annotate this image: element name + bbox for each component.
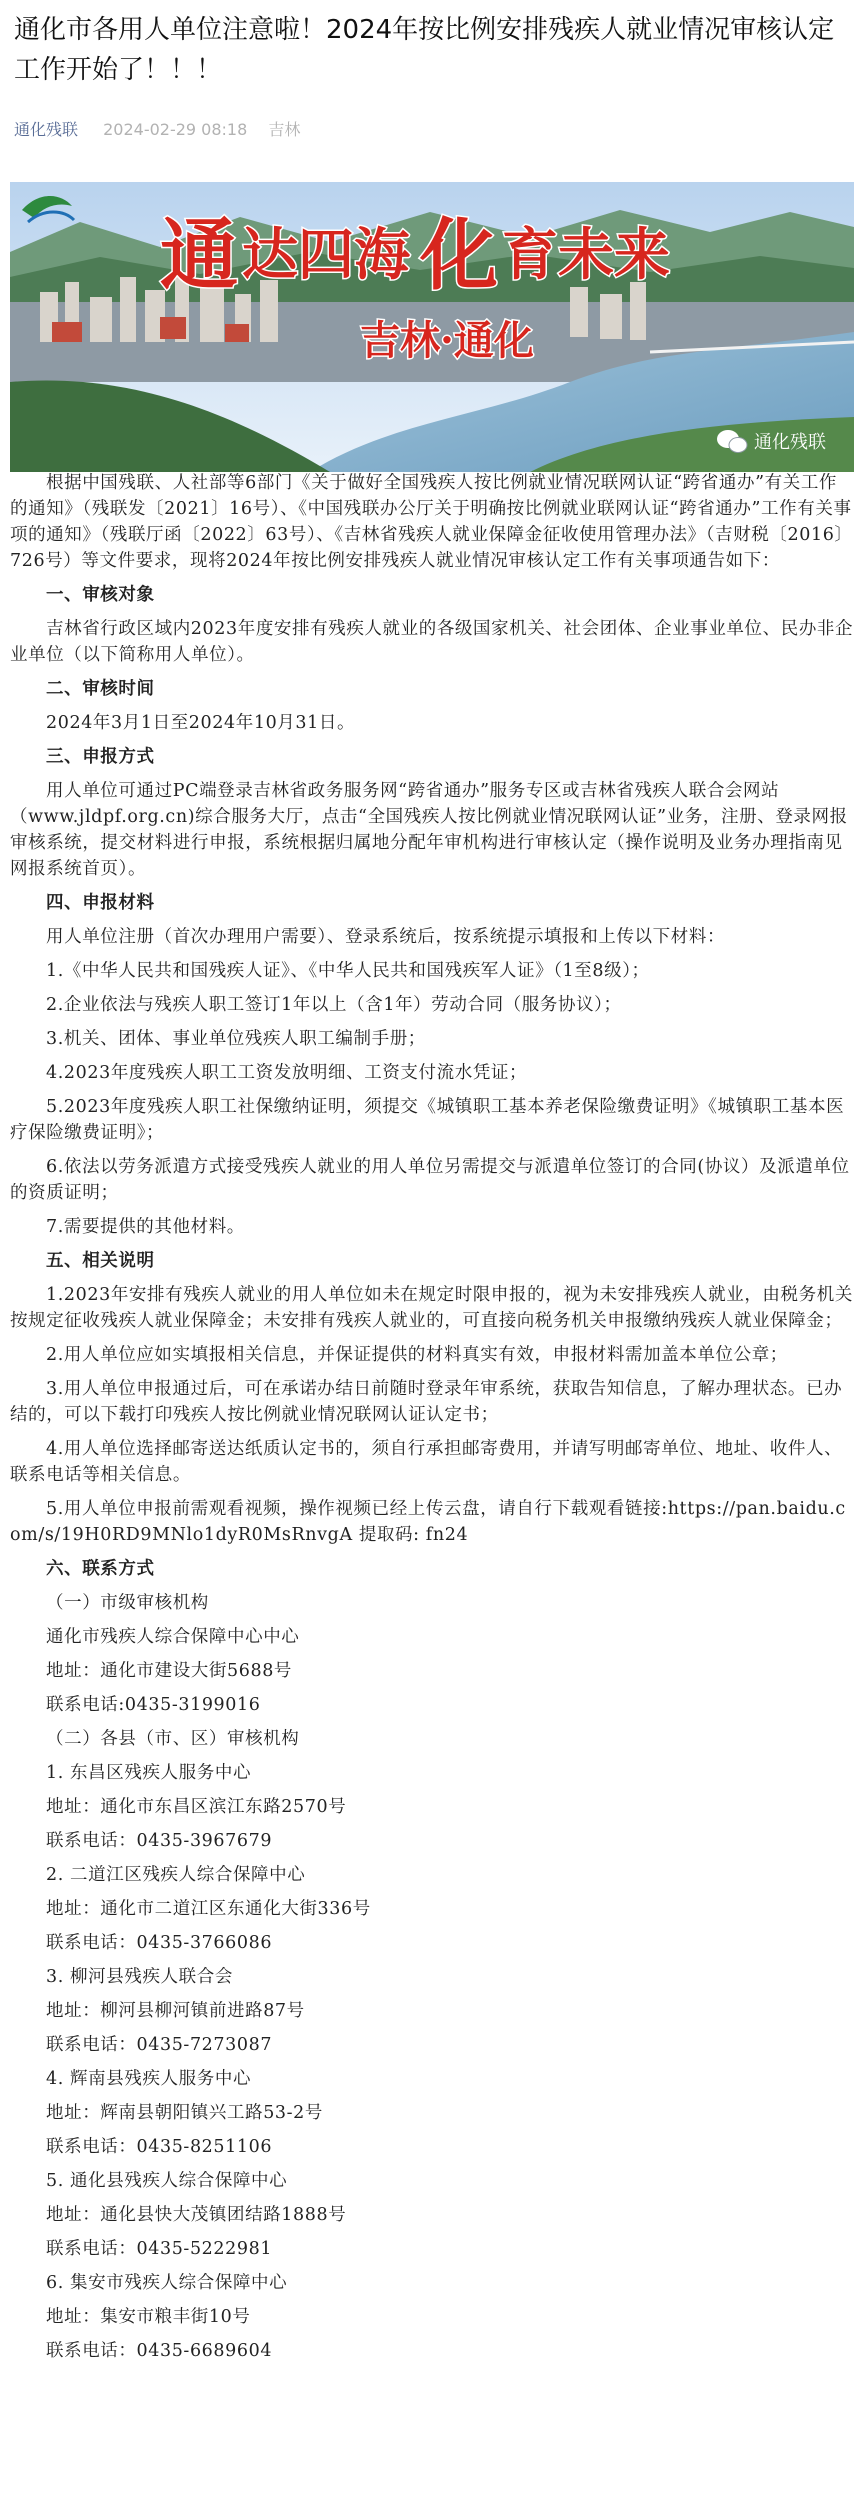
list-item: 4.2023年度残疾人职工工资发放明细、工资支付流水凭证； <box>46 1063 528 1083</box>
agency-name: 4. 辉南县残疾人服务中心 <box>46 2069 252 2089</box>
section-1-text: 吉林省行政区域内2023年度安排有残疾人就业的各级国家机关、社会团体、企业事业单位、民办非企业单位（以下简称用人单位）。 <box>10 619 854 665</box>
agency-phone: 联系电话：0435-5222981 <box>46 2239 273 2259</box>
publish-time: 2024-02-29 08:18 <box>103 120 248 139</box>
list-item: 1.《中华人民共和国残疾人证》、《中华人民共和国残疾军人证》（1至8级）； <box>46 961 650 981</box>
agency-name: 6. 集安市残疾人综合保障中心 <box>46 2273 288 2293</box>
list-item: 5.用人单位申报前需观看视频，操作视频已经上传云盘，请自行下载观看链接:https://pan.baidu.com/s/19H0RD9MNlo1dyR0MsRnvgA 提取码: fn24 <box>10 1499 846 1545</box>
agency-name: 1. 东昌区残疾人服务中心 <box>46 1763 252 1783</box>
agency-name: 通化市残疾人综合保障中心中心 <box>46 1627 300 1647</box>
agency-phone: 联系电话：0435-8251106 <box>46 2137 273 2157</box>
agency-address: 地址：集安市粮丰街10号 <box>46 2307 251 2327</box>
section-heading-6: 六、联系方式 <box>46 1559 155 1579</box>
agency-address: 地址：辉南县朝阳镇兴工路53-2号 <box>46 2103 324 2123</box>
banner-subtitle: 吉林·通化 <box>360 317 534 364</box>
agency-name: 2. 二道江区残疾人综合保障中心 <box>46 1865 306 1885</box>
intro-paragraph: 根据中国残联、人社部等6部门《关于做好全国残疾人按比例就业情况联网认证“跨省通办”有关工作的通知》（残联发〔2021〕16号）、《中国残联办公厅关于明确按比例就业联网认证“跨省通办”工作有关事项的通知》（残联厅函〔2022〕63号）、《吉林省残疾人就业保障金征收使用管理办法》（吉财税〔2016〕726号）等文件要求，现将2024年按比例安排残疾人就业情况审核认定工作有关事项通告如下： <box>10 473 853 571</box>
agency-name: 5. 通化县残疾人综合保障中心 <box>46 2171 288 2191</box>
list-item: 3.用人单位申报通过后，可在承诺办结日前随时登录年审系统，获取告知信息，了解办理状态。已办结的，可以下载打印残疾人按比例就业情况联网认证认定书； <box>10 1379 843 1425</box>
account-name-link[interactable]: 通化残联 <box>14 120 79 139</box>
slogan-char-1: 通 <box>160 210 239 301</box>
article-body <box>0 470 864 2364</box>
agency-address: 地址：通化市东昌区滨江东路2570号 <box>46 1797 347 1817</box>
banner-image <box>10 182 854 472</box>
agency-phone: 联系电话：0435-3967679 <box>46 1831 273 1851</box>
section-4-intro: 用人单位注册（首次办理用户需要）、登录系统后，按系统提示填报和上传以下材料： <box>46 927 726 947</box>
section-heading-1: 一、审核对象 <box>46 585 155 605</box>
agency-address: 地址：柳河县柳河镇前进路87号 <box>46 2001 305 2021</box>
list-item: 2.用人单位应如实填报相关信息，并保证提供的材料真实有效，申报材料需加盖本单位公章； <box>46 1345 788 1365</box>
agency-phone: 联系电话:0435-3199016 <box>46 1695 261 1715</box>
list-item: 1.2023年安排有残疾人就业的用人单位如未在规定时限申报的，视为未安排残疾人就业，由税务机关按规定征收残疾人就业保障金；未安排有残疾人就业的，可直接向税务机关申报缴纳残疾人就业保障金； <box>10 1285 853 1331</box>
slogan-part-2: 育未来 <box>502 222 670 288</box>
section-3-text: 用人单位可通过PC端登录吉林省政务服务网“跨省通办”服务专区或吉林省残疾人联合会网站（www.jldpf.org.cn)综合服务大厅，点击“全国残疾人按比例就业情况联网认证”业务，注册、登录网报审核系统，提交材料进行申报，系统根据归属地分配年审机构进行审核认定（操作说明及业务办理指南见网报系统首页）。 <box>10 781 848 879</box>
section-heading-3: 三、申报方式 <box>46 747 155 767</box>
agency-address: 地址：通化县快大茂镇团结路1888号 <box>46 2205 347 2225</box>
agency-address: 地址：通化市二道江区东通化大街336号 <box>46 1899 371 1919</box>
section-heading-5: 五、相关说明 <box>46 1251 155 1271</box>
article-meta <box>14 118 300 142</box>
publish-location: 吉林 <box>268 120 301 139</box>
county-agency-heading: （二）各县（市、区）审核机构 <box>46 1729 300 1749</box>
agency-name: 3. 柳河县残疾人联合会 <box>46 1967 233 1987</box>
section-heading-4: 四、申报材料 <box>46 893 155 913</box>
section-heading-2: 二、审核时间 <box>46 679 155 699</box>
agency-address: 地址：通化市建设大街5688号 <box>46 1661 293 1681</box>
list-item: 5.2023年度残疾人职工社保缴纳证明，须提交《城镇职工基本养老保险缴费证明》《城镇职工基本医疗保险缴费证明》； <box>10 1097 845 1143</box>
article-title: 通化市各用人单位注意啦！2024年按比例安排残疾人就业情况审核认定工作开始了！！！ <box>14 15 835 85</box>
slogan-part-1: 达四海 <box>242 222 410 288</box>
section-2-text: 2024年3月1日至2024年10月31日。 <box>46 713 356 733</box>
agency-phone: 联系电话：0435-7273087 <box>46 2035 273 2055</box>
banner-watermark: 通化残联 <box>754 432 826 453</box>
slogan-char-2: 化 <box>420 210 499 301</box>
list-item: 7.需要提供的其他材料。 <box>46 1217 245 1237</box>
city-agency-heading: （一）市级审核机构 <box>46 1593 209 1613</box>
agency-phone: 联系电话：0435-6689604 <box>46 2341 273 2361</box>
agency-phone: 联系电话：0435-3766086 <box>46 1933 273 1953</box>
list-item: 2.企业依法与残疾人职工签订1年以上（含1年）劳动合同（服务协议）； <box>46 995 622 1015</box>
list-item: 6.依法以劳务派遣方式接受残疾人就业的用人单位另需提交与派遣单位签订的合同(协议）及派遣单位的资质证明； <box>10 1157 850 1203</box>
list-item: 3.机关、团体、事业单位残疾人职工编制手册； <box>46 1029 426 1049</box>
list-item: 4.用人单位选择邮寄送达纸质认定书的，须自行承担邮寄费用，并请写明邮寄单位、地址、收件人、联系电话等相关信息。 <box>10 1439 843 1485</box>
